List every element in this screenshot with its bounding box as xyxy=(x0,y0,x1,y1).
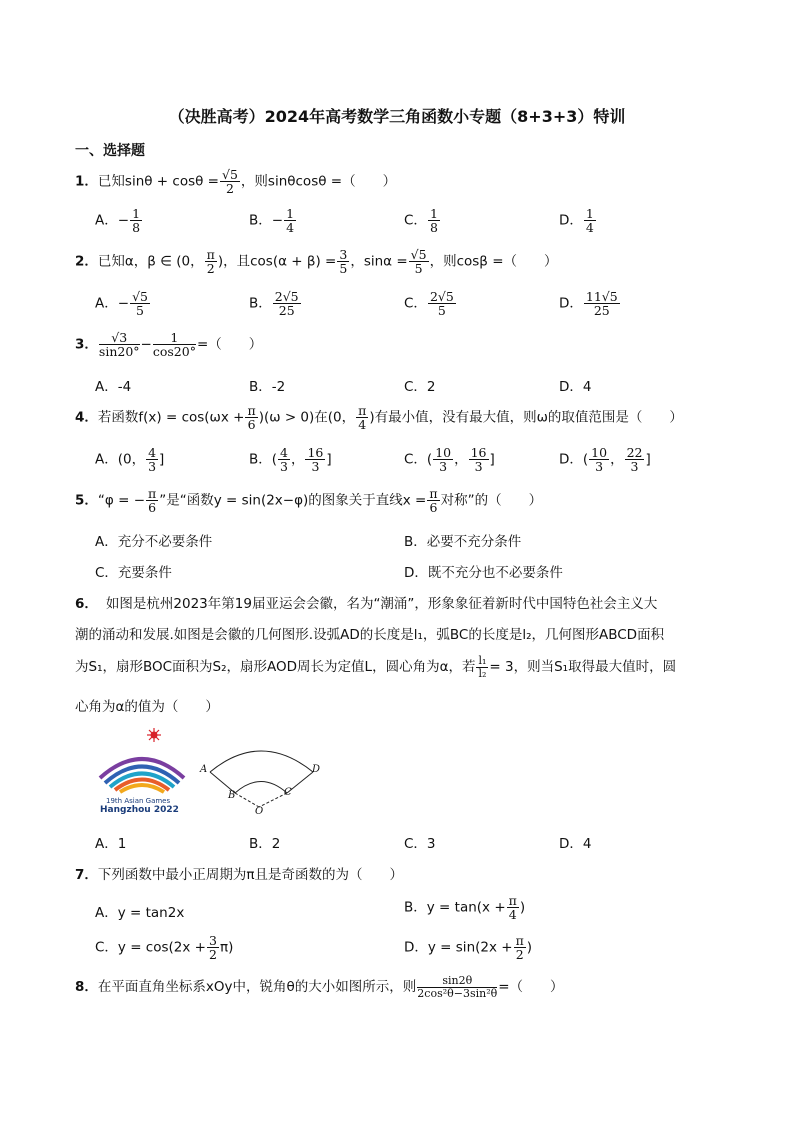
option-d[interactable]: D．( $\frac{10}{3}$ ， $\frac{22}{3}$ ] xyxy=(559,445,651,475)
question-1 xyxy=(75,168,396,195)
option-d[interactable]: D．既不充分也不必要条件 xyxy=(404,565,563,581)
page-title: （决胜高考）2024年高考数学三角函数小专题（8+3+3）特训 xyxy=(168,107,626,126)
section-heading: 一、选择题 xyxy=(75,143,145,159)
option-b[interactable]: B． $\frac{2√5}{25}$ xyxy=(249,289,299,319)
option-d[interactable]: D．y = sin(2x + $\frac{\pi}{2}$ ) xyxy=(404,933,533,963)
question-number: 1． xyxy=(75,173,98,190)
question-3: 3． $\frac{√3}{\sin 20^\circ}$ − $\frac{1}{\cos 20^\circ}$ =（ ） xyxy=(75,330,263,360)
asian-games-logo xyxy=(96,728,188,818)
question-7: 7．下列函数中最小正周期为π且是奇函数的为（ ） xyxy=(75,867,404,883)
label-d: D xyxy=(312,764,321,775)
option-a[interactable]: A．充分不必要条件 xyxy=(95,534,213,550)
label-b: B xyxy=(228,790,236,801)
option-a[interactable]: A．− $\frac{1}{8}$ xyxy=(95,206,141,236)
option-c[interactable]: C．充要条件 xyxy=(95,565,172,581)
question-6-line3: 为S₁，扇形BOC面积为S₂，扇形AOD周长为定值L，圆心角为α，若 $\frac{\text{l₁}}{\text{l₂}}$ = 3，则当S₁取得最大值时，圆 xyxy=(75,654,677,680)
question-6-line1: 6． 如图是杭州2023年第19届亚运会会徽，名为“潮涌”，形象象征着新时代中国特色社会主义大 xyxy=(75,596,658,612)
logo-caption-2: Hangzhou 2022 xyxy=(100,805,179,815)
option-b[interactable]: B．-2 xyxy=(249,379,286,395)
logo-caption-1: 19th Asian Games xyxy=(106,797,171,805)
question-5: 5．“φ = − $\frac{\pi}{6}$ ”是“函数y = sin(2x−φ)的图象关于直线x = $\frac{\pi}{6}$ 对称”的（ ） xyxy=(75,486,543,516)
label-o: O xyxy=(255,806,264,817)
question-2: 2．已知α，β ∈ (0， $\frac{\pi}{2}$ )，且cos(α + β) = $\frac{3}{5}$ ，sinα = $\frac{√5}{5}$ ，则cosβ =（ ） xyxy=(75,247,558,277)
question-text: 已知sinθ + cosθ = xyxy=(97,173,219,190)
question-6-line2: 潮的涌动和发展.如图是会徽的几何图形.设弧AD的长度是l₁，弧BC的长度是l₂，几何图形ABCD面积 xyxy=(75,627,665,643)
label-a: A xyxy=(200,764,208,775)
label-c: C xyxy=(284,787,292,798)
option-b[interactable]: B．y = tan(x + $\frac{\pi}{4}$ ) xyxy=(404,893,526,923)
option-b[interactable]: B．2 xyxy=(249,836,281,852)
option-b[interactable]: B．必要不充分条件 xyxy=(404,534,522,550)
option-d[interactable]: D． $\frac{11√5}{25}$ xyxy=(559,289,618,319)
option-c[interactable]: C．3 xyxy=(404,836,436,852)
option-d[interactable]: D． $\frac{1}{4}$ xyxy=(559,206,594,236)
option-b[interactable]: B．− $\frac{1}{4}$ xyxy=(249,206,295,236)
option-c[interactable]: C． $\frac{2√5}{5}$ xyxy=(404,289,454,319)
option-a[interactable]: A．y = tan2x xyxy=(95,905,185,921)
option-d[interactable]: D．4 xyxy=(559,379,592,395)
fraction: $\frac{√5}{2}$ xyxy=(221,167,238,197)
option-a[interactable]: A．(0， $\frac{4}{3}$ ] xyxy=(95,445,165,475)
sector-diagram xyxy=(198,740,328,820)
option-a[interactable]: A．-4 xyxy=(95,379,132,395)
question-8: 8．在平面直角坐标系xOy中，锐角θ的大小如图所示，则 $\frac{\sin 2\theta}{\text{2cos²θ−3sin²θ}}$ =（ ） xyxy=(75,974,564,1000)
option-d[interactable]: D．4 xyxy=(559,836,592,852)
question-6-line4: 心角为α的值为（ ） xyxy=(75,699,219,715)
option-c[interactable]: C． $\frac{1}{8}$ xyxy=(404,206,438,236)
option-c[interactable]: C．y = cos(2x + $\frac{3}{2}$ π) xyxy=(95,933,234,963)
option-c[interactable]: C．( $\frac{10}{3}$ ， $\frac{16}{3}$ ] xyxy=(404,445,495,475)
option-b[interactable]: B．( $\frac{4}{3}$ ， $\frac{16}{3}$ ] xyxy=(249,445,332,475)
option-a[interactable]: A．1 xyxy=(95,836,127,852)
option-c[interactable]: C．2 xyxy=(404,379,436,395)
question-4: 4．若函数f(x) = cos(ωx + $\frac{\pi}{6}$ )(ω > 0)在(0， $\frac{\pi}{4}$ )有最小值，没有最大值，则ω的取值范围是（ ） xyxy=(75,403,683,433)
option-a[interactable]: A．− $\frac{√5}{5}$ xyxy=(95,289,148,319)
question-tail: ，则sinθcosθ =（ ） xyxy=(240,173,397,190)
